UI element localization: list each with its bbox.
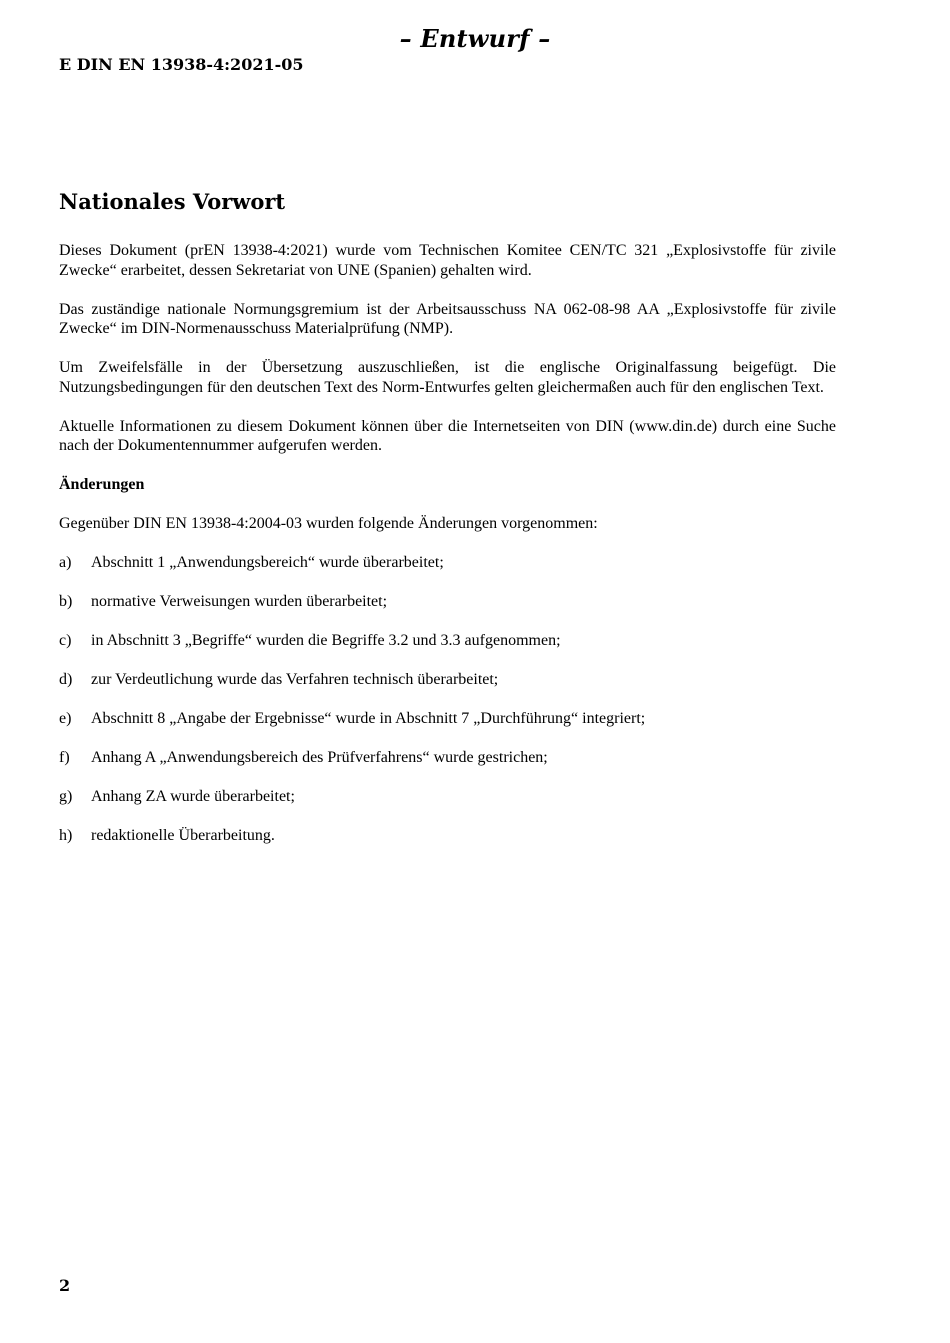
list-item-text: Abschnitt 1 „Anwendungsbereich“ wurde überarbeitet; — [91, 554, 444, 571]
paragraph: Aktuelle Informationen zu diesem Dokument können über die Internetseiten von DIN (www.din.de) durch eine Suche nach der Dokumentennummer aufgerufen werden. — [59, 417, 836, 454]
list-marker: d) — [59, 671, 73, 688]
list-item — [59, 553, 836, 573]
list-item-text: normative Verweisungen wurden überarbeitet; — [91, 593, 388, 610]
document-id: E DIN EN 13938-4:2021-05 — [59, 55, 304, 74]
changes-list — [59, 553, 836, 846]
list-marker: f) — [59, 749, 70, 766]
list-item — [59, 631, 836, 651]
page-content — [59, 188, 836, 865]
paragraph: Dieses Dokument (prEN 13938-4:2021) wurde vom Technischen Komitee CEN/TC 321 „Explosivstoffe für zivile Zwecke“ erarbeitet, dessen Sekretariat von UNE (Spanien) gehalten wird. — [59, 242, 836, 279]
paragraph: Um Zweifelsfälle in der Übersetzung auszuschließen, ist die englische Originalfassung beigefügt. Die Nutzungsbedingungen für den deutschen Text des Norm-Entwurfes gelten gleichermaßen auch für den englischen Text. — [59, 359, 836, 396]
list-item — [59, 748, 836, 768]
section-title: Nationales Vorwort — [59, 189, 286, 214]
list-item-text: Abschnitt 8 „Angabe der Ergebnisse“ wurde in Abschnitt 7 „Durchführung“ integriert; — [91, 710, 646, 727]
list-marker: a) — [59, 554, 72, 571]
list-item — [59, 709, 836, 729]
list-item-text: Anhang A „Anwendungsbereich des Prüfverfahrens“ wurde gestrichen; — [91, 749, 548, 766]
list-item-text: zur Verdeutlichung wurde das Verfahren technisch überarbeitet; — [91, 671, 499, 688]
list-marker: c) — [59, 632, 72, 649]
page-number: 2 — [59, 1276, 71, 1295]
list-item-text: in Abschnitt 3 „Begriffe“ wurden die Begriffe 3.2 und 3.3 aufgenommen; — [91, 632, 561, 649]
list-item — [59, 592, 836, 612]
list-item-text: Anhang ZA wurde überarbeitet; — [91, 788, 295, 805]
list-item — [59, 787, 836, 807]
paragraph: Das zuständige nationale Normungsgremium ist der Arbeitsausschuss NA 062-08-98 AA „Explosivstoffe für zivile Zwecke“ im DIN-Normenausschuss Materialprüfung (NMP). — [59, 300, 836, 337]
draft-watermark-heading: – Entwurf – — [399, 24, 551, 53]
list-marker: g) — [59, 788, 73, 805]
list-item — [59, 826, 836, 846]
list-marker: b) — [59, 593, 73, 610]
changes-heading: Änderungen — [59, 476, 145, 493]
list-item-text: redaktionelle Überarbeitung. — [91, 827, 275, 844]
list-marker: e) — [59, 710, 72, 727]
changes-intro: Gegenüber DIN EN 13938-4:2004-03 wurden folgende Änderungen vorgenommen: — [59, 515, 598, 532]
list-marker: h) — [59, 827, 73, 844]
list-item — [59, 670, 836, 690]
